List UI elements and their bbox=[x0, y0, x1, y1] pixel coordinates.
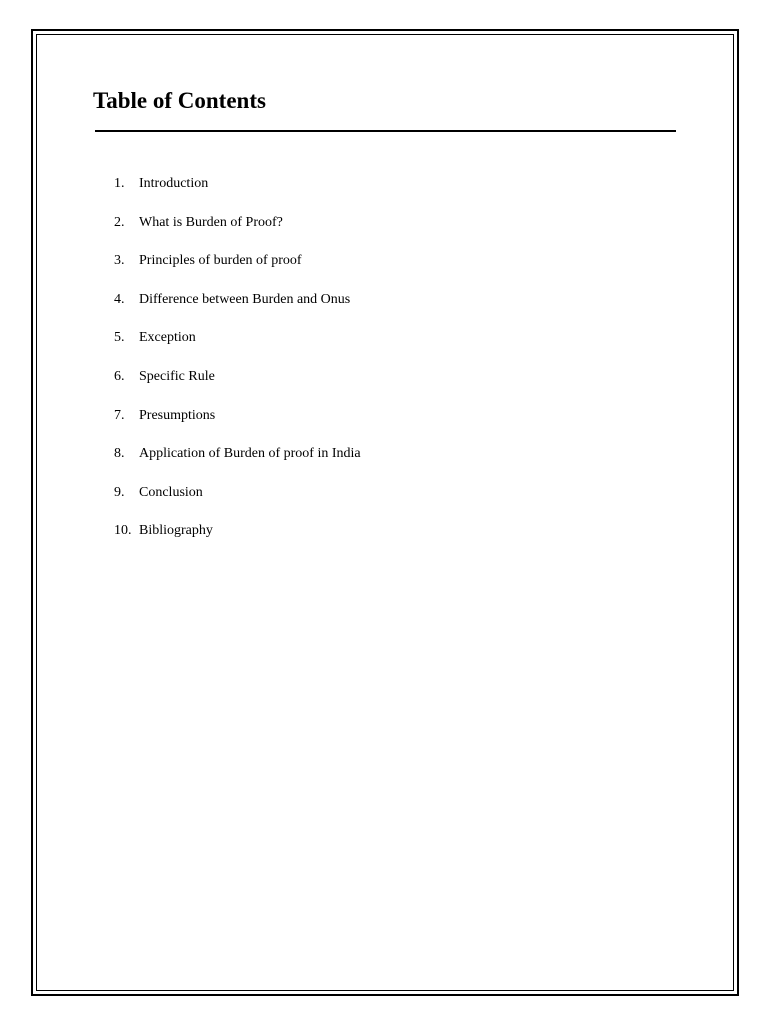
toc-item bbox=[0, 521, 768, 560]
toc-item-text: Bibliography bbox=[139, 523, 213, 539]
toc-item-number: 8. bbox=[114, 446, 125, 462]
toc-item bbox=[0, 174, 768, 213]
toc-item bbox=[0, 251, 768, 290]
toc-item bbox=[0, 406, 768, 445]
page-title: Table of Contents bbox=[93, 88, 266, 113]
toc-item bbox=[0, 444, 768, 483]
toc-item bbox=[0, 483, 768, 522]
toc-item bbox=[0, 367, 768, 406]
toc-item-text: Introduction bbox=[139, 176, 209, 191]
toc-item bbox=[0, 328, 768, 367]
toc-item-number: 9. bbox=[114, 484, 125, 500]
title-underline bbox=[95, 130, 676, 132]
toc-item-text: Exception bbox=[139, 330, 196, 346]
toc-item bbox=[0, 213, 768, 252]
toc-item-text: Application of Burden of proof in India bbox=[139, 446, 361, 462]
toc-item-number: 5. bbox=[114, 330, 125, 346]
toc-item-number: 7. bbox=[114, 407, 125, 423]
toc-item-number: 4. bbox=[114, 291, 125, 307]
toc-item-number: 10. bbox=[114, 523, 132, 539]
toc-item bbox=[0, 290, 768, 329]
toc-item-text: What is Burden of Proof? bbox=[139, 214, 283, 230]
toc-list bbox=[0, 174, 768, 560]
toc-item-text: Conclusion bbox=[139, 484, 203, 500]
toc-item-number: 6. bbox=[114, 368, 125, 384]
toc-item-text: Principles of burden of proof bbox=[139, 253, 302, 269]
toc-item-text: Presumptions bbox=[139, 407, 216, 423]
toc-item-number: 2. bbox=[114, 214, 125, 230]
toc-item-number: 1. bbox=[114, 176, 125, 191]
toc-item-number: 3. bbox=[114, 253, 125, 269]
toc-item-text: Specific Rule bbox=[139, 368, 215, 384]
toc-item-text: Difference between Burden and Onus bbox=[139, 291, 351, 307]
